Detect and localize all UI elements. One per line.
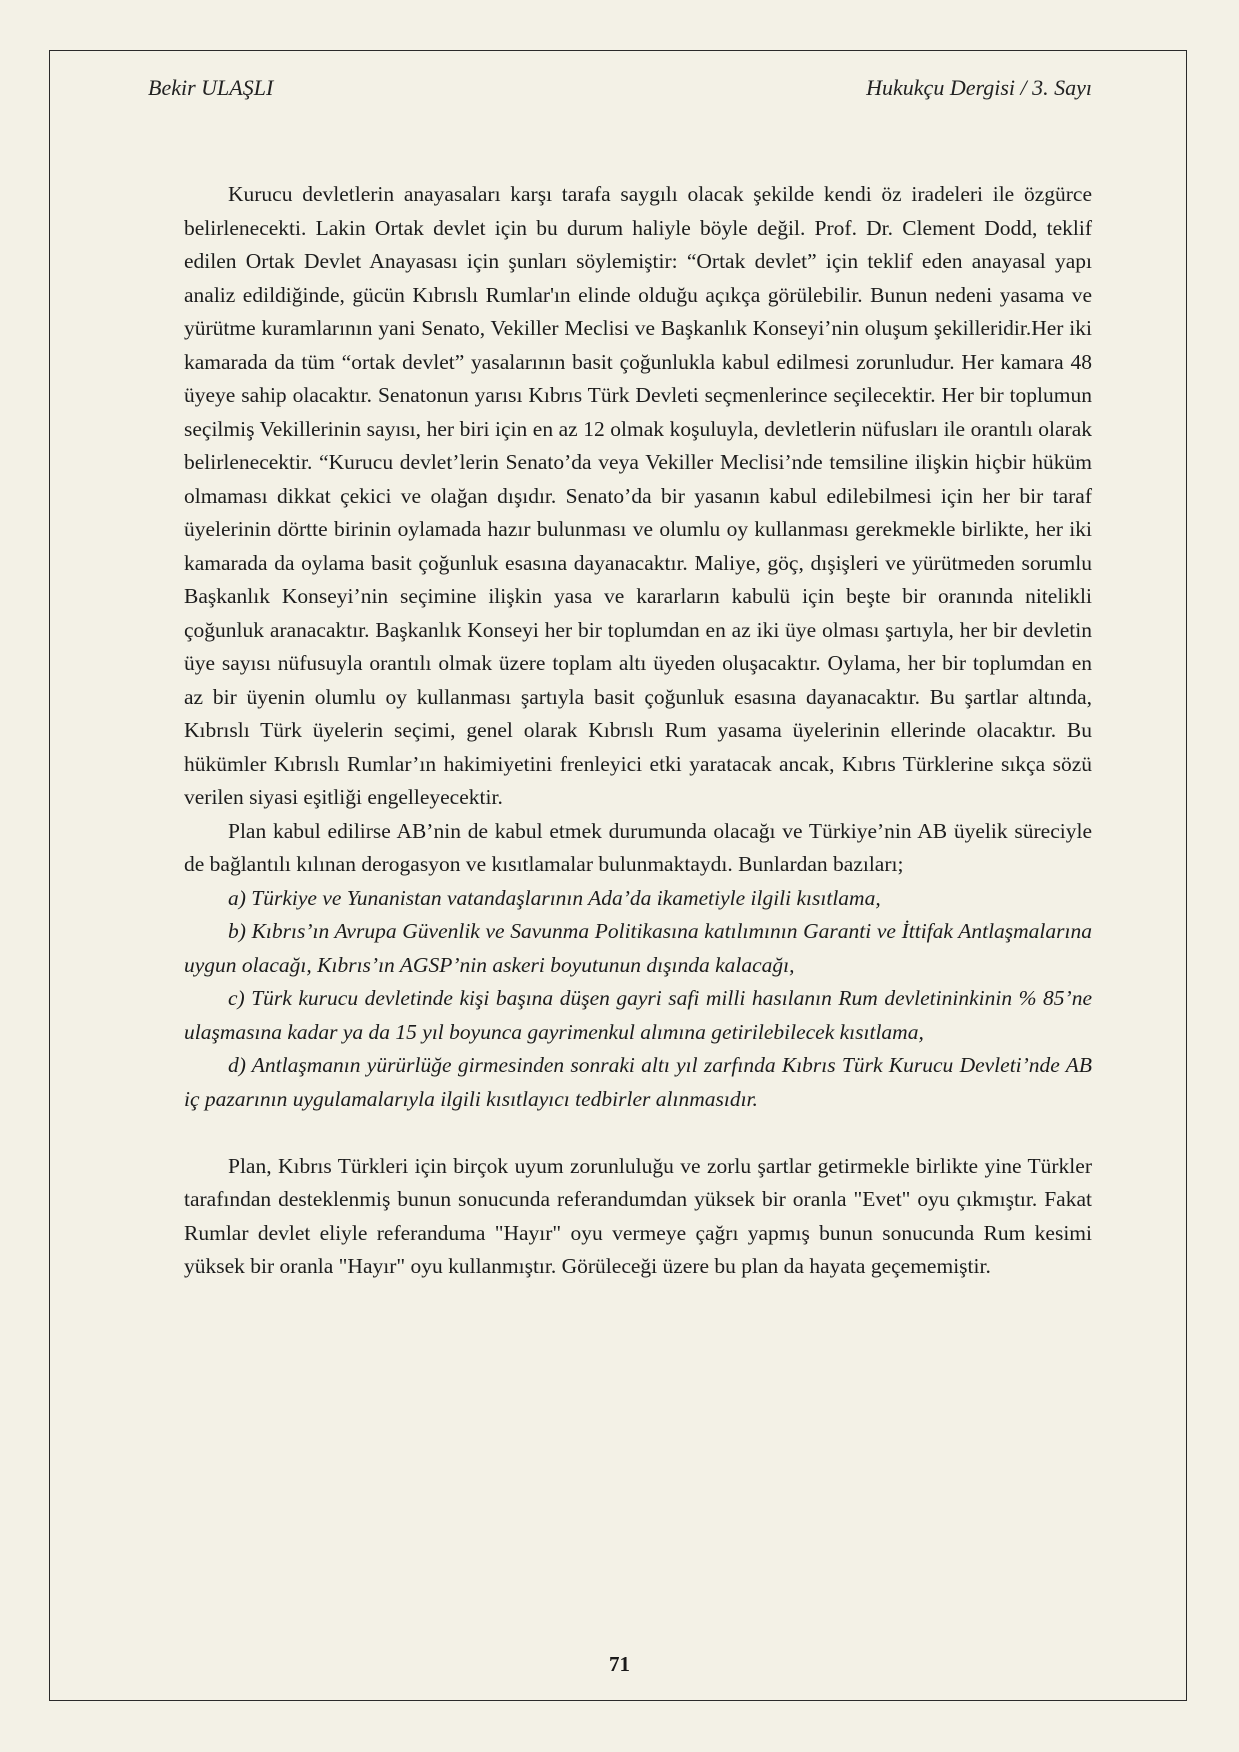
article-body (184, 178, 1092, 1284)
list-item: b) Kıbrıs’ın Avrupa Güvenlik ve Savunma Politikasına katılımının Garanti ve İttifak Antlaşmalarına uygun olacağı, Kıbrıs’ın AGSP’nin askeri boyutunun dışında kalacağı, (184, 919, 1092, 977)
running-head-journal: Hukukçu Dergisi / 3. Sayı (866, 75, 1092, 100)
paragraph: Kurucu devletlerin anayasaları karşı tarafa saygılı olacak şekilde kendi öz iradeleri ile özgürce belirlenecekti. Lakin Ortak devlet için bu durum haliyle böyle değil. Prof. Dr. Clement Dodd, teklif edilen Ortak Devlet Anayasası için şunları söylemiştir: “Ortak devlet” için teklif eden anayasal yapı analiz edildiğinde, gücün Kıbrıslı Rumlar'ın elinde olduğu açıkça görülebilir. Bunun nedeni yasama ve yürütme kuramlarının yani Senato, Vekiller Meclisi ve Başkanlık Konseyi’nin oluşum şekilleridir.Her iki kamarada da tüm “ortak devlet” yasalarının basit çoğunlukla kabul edilmesi zorunludur. Her kamara 48 üyeye sahip olacaktır. Senatonun yarısı Kıbrıs Türk Devleti seçmenlerince seçilecektir. Her bir toplumun seçilmiş Vekillerinin sayısı, her biri için en az 12 olmak koşuluyla, devletlerin nüfusları ile orantılı olarak belirlenecektir. “Kurucu devlet’lerin Senato’da veya Vekiller Meclisi’nde temsiline ilişkin hiçbir hüküm olmaması dikkat çekici ve olağan dışıdır. Senato’da bir yasanın kabul edilebilmesi için her bir taraf üyelerinin dörtte birinin oylamada hazır bulunması ve olumlu oy kullanması gerekmekle birlikte, her iki kamarada da oylama basit çoğunluk esasına dayanacaktır. Maliye, göç, dışişleri ve yürütmeden sorumlu Başkanlık Konseyi’nin seçimine ilişkin yasa ve kararların kabulü için beşte bir oranında nitelikli çoğunluk aranacaktır. Başkanlık Konseyi her bir toplumdan en az iki üye olması şartıyla, her bir devletin üye sayısı nüfusuyla orantılı olmak üzere toplam altı üyeden oluşacaktır. Oylama, her bir toplumdan en az bir üyenin olumlu oy kullanması şartıyla basit çoğunluk esasına dayanacaktır. Bu şartlar altında, Kıbrıslı Türk üyelerin seçimi, genel olarak Kıbrıslı Rum yasama üyelerinin ellerinde olacaktır. Bu hükümler Kıbrıslı Rumlar’ın hakimiyetini frenleyici etki yaratacak ancak, Kıbrıs Türklerine sıkça sözü verilen siyasi eşitliği engelleyecektir. (184, 182, 1092, 809)
running-head-author: Bekir ULAŞLI (148, 75, 274, 100)
page-number: 71 (609, 1652, 630, 1676)
paragraph: Plan kabul edilirse AB’nin de kabul etmek durumunda olacağı ve Türkiye’nin AB üyelik süreciyle de bağlantılı kılınan derogasyon ve kısıtlamalar bulunmaktaydı. Bunlardan bazıları; (184, 818, 1092, 876)
closing-paragraph: Plan, Kıbrıs Türkleri için birçok uyum zorunluluğu ve zorlu şartlar getirmekle birlikte yine Türkler tarafından desteklenmiş bunun sonucunda referandumdan yüksek bir oranla "Evet" oyu çıkmıştır. Fakat Rumlar devlet eliyle referanduma "Hayır" oyu vermeye çağrı yapmış bunun sonucunda Rum kesimi yüksek bir oranla "Hayır" oyu kullanmıştır. Görüleceği üzere bu plan da hayata geçememiştir. (184, 1153, 1092, 1278)
list-item: d) Antlaşmanın yürürlüğe girmesinden sonraki altı yıl zarfında Kıbrıs Türk Kurucu Devleti’nde AB iç pazarının uygulamalarıyla ilgili kısıtlayıcı tedbirler alınmasıdır. (184, 1053, 1092, 1111)
list-item: c) Türk kurucu devletinde kişi başına düşen gayri safi milli hasılanın Rum devletininkinin % 85’ne ulaşmasına kadar ya da 15 yıl boyunca gayrimenkul alımına getirilebilecek kısıtlama, (184, 986, 1092, 1044)
list-item: a) Türkiye ve Yunanistan vatandaşlarının Ada’da ikametiyle ilgili kısıtlama, (228, 885, 881, 910)
